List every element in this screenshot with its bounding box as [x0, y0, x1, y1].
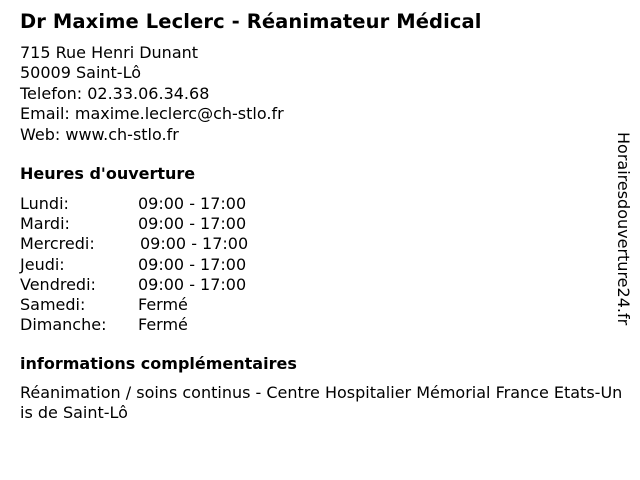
additional-info-heading: informations complémentaires: [20, 354, 297, 373]
phone-number: Telefon: 02.33.06.34.68: [20, 83, 210, 103]
day-label: Jeudi:: [20, 254, 65, 274]
opening-hours-heading: Heures d'ouverture: [20, 164, 196, 183]
day-hours: 09:00 - 17:00: [138, 194, 247, 213]
address-city: 50009 Saint-Lô: [20, 63, 141, 83]
day-hours: 09:00 - 17:00: [138, 274, 247, 294]
day-hours: 09:00 - 17:00: [138, 254, 247, 274]
website: Web: www.ch-stlo.fr: [20, 124, 179, 144]
day-hours: Fermé: [138, 315, 188, 335]
day-hours: 09:00 - 17:00: [138, 214, 247, 234]
page-title: Dr Maxime Leclerc - Réanimateur Médical: [20, 10, 482, 33]
side-brand-watermark: Horairesdouverture24.fr: [614, 132, 633, 326]
day-label: Dimanche:: [20, 315, 107, 335]
additional-info-text: Réanimation / soins continus - Centre Hospitalier Mémorial France Etats-Unis de Saint-Lô: [20, 383, 623, 423]
day-hours: 09:00 - 17:00: [140, 234, 249, 254]
day-label: Samedi:: [20, 294, 86, 314]
email-address: Email: maxime.leclerc@ch-stlo.fr: [20, 104, 284, 124]
day-label: Vendredi:: [20, 274, 96, 294]
day-label: Lundi:: [20, 194, 69, 213]
day-label: Mardi:: [20, 214, 70, 234]
contact-block: [20, 43, 284, 145]
day-label: Mercredi:: [20, 234, 95, 254]
address-street: 715 Rue Henri Dunant: [20, 43, 199, 62]
day-hours: Fermé: [138, 294, 188, 314]
